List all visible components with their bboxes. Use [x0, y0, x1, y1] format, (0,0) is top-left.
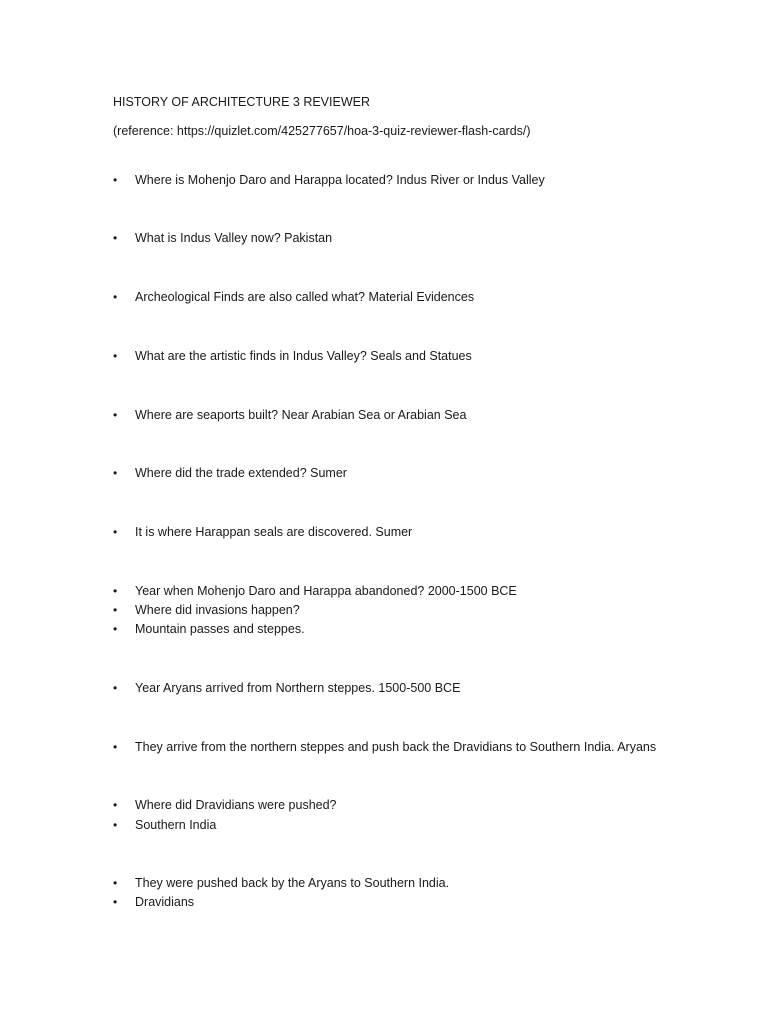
list-item — [113, 407, 466, 423]
list-item-text: What are the artistic finds in Indus Valley? Seals and Statues — [135, 349, 472, 363]
bullet-icon: • — [113, 290, 118, 304]
list-item — [113, 524, 412, 540]
list-item — [113, 875, 449, 891]
list-item-text: Year when Mohenjo Daro and Harappa abandoned? 2000-1500 BCE — [135, 584, 517, 598]
document-title: HISTORY OF ARCHITECTURE 3 REVIEWER — [113, 95, 370, 109]
bullet-icon: • — [113, 740, 118, 754]
bullet-icon: • — [113, 876, 118, 890]
bullet-icon: • — [113, 173, 118, 187]
bullet-icon: • — [113, 525, 118, 539]
list-item — [113, 739, 656, 755]
list-item-text: Archeological Finds are also called what? Material Evidences — [135, 290, 475, 304]
list-item — [113, 680, 460, 696]
list-item — [113, 602, 300, 618]
bullet-icon: • — [113, 818, 118, 832]
bullet-icon: • — [113, 408, 118, 422]
list-item — [113, 583, 517, 599]
bullet-icon: • — [113, 584, 118, 598]
list-item-text: Where did the trade extended? Sumer — [135, 466, 347, 480]
list-item-text: Mountain passes and steppes. — [135, 622, 305, 636]
list-item — [113, 465, 347, 481]
list-item-text: Where are seaports built? Near Arabian Sea or Arabian Sea — [135, 408, 467, 422]
bullet-icon: • — [113, 681, 118, 695]
bullet-icon: • — [113, 895, 118, 909]
list-item — [113, 348, 472, 364]
list-item-text: Southern India — [135, 818, 217, 832]
list-item — [113, 797, 337, 813]
list-item-text: Where did Dravidians were pushed? — [135, 798, 337, 812]
list-item-text: What is Indus Valley now? Pakistan — [135, 231, 333, 245]
bullet-icon: • — [113, 349, 118, 363]
bullet-icon: • — [113, 603, 118, 617]
bullet-icon: • — [113, 798, 118, 812]
list-item-text: Where did invasions happen? — [135, 603, 300, 617]
list-item-text: It is where Harappan seals are discovered. Sumer — [135, 525, 413, 539]
reference-line: (reference: https://quizlet.com/425277657/hoa-3-quiz-reviewer-flash-cards/) — [113, 124, 531, 138]
list-item-text: They were pushed back by the Aryans to Southern India. — [135, 876, 450, 890]
list-item-text: Year Aryans arrived from Northern steppes. 1500-500 BCE — [135, 681, 461, 695]
list-item-text: Where is Mohenjo Daro and Harappa located? Indus River or Indus Valley — [135, 173, 545, 187]
list-item — [113, 817, 216, 833]
list-item — [113, 894, 194, 910]
bullet-icon: • — [113, 466, 118, 480]
list-item — [113, 172, 545, 188]
list-item-text: They arrive from the northern steppes and push back the Dravidians to Southern India. Aryans — [135, 740, 657, 754]
bullet-icon: • — [113, 231, 118, 245]
list-item-text: Dravidians — [135, 895, 195, 909]
list-item — [113, 289, 474, 305]
list-item — [113, 621, 305, 637]
bullet-icon: • — [113, 622, 118, 636]
list-item — [113, 230, 332, 246]
